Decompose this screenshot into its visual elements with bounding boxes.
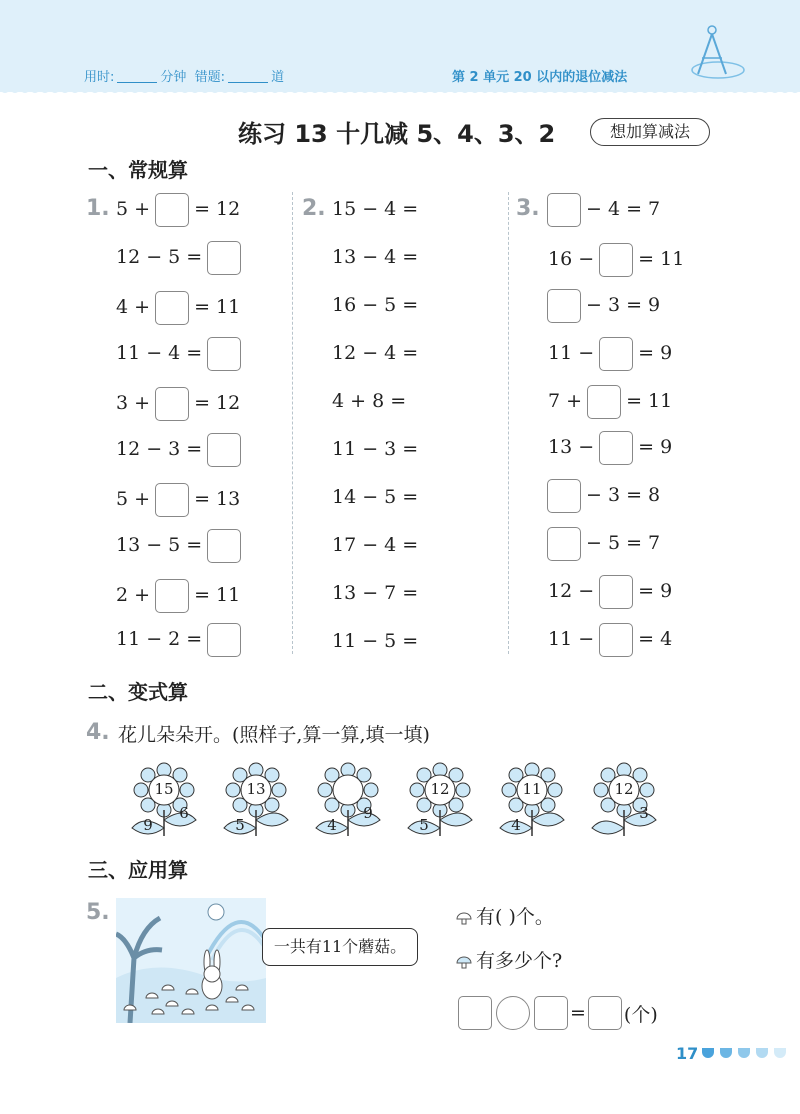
q3-row — [548, 574, 672, 608]
section-3-title: 三、应用算 — [88, 858, 188, 882]
flower-left-number: 4 — [511, 816, 521, 834]
q1-row — [116, 192, 240, 226]
answer-box[interactable] — [599, 337, 633, 371]
q2-row: 13 − 4 = — [332, 246, 419, 268]
q1-right: = 11 — [194, 296, 241, 318]
flower-3[interactable] — [312, 762, 384, 840]
page-number: 17 — [676, 1044, 699, 1063]
unit-label: (个) — [623, 1003, 658, 1026]
minute-label: 分钟 — [160, 70, 187, 85]
q1-row — [116, 290, 240, 324]
q5-line-1 — [456, 902, 554, 929]
section-2-title: 二、变式算 — [88, 680, 188, 704]
q2-row: 11 − 3 = — [332, 438, 419, 460]
answer-box[interactable] — [599, 575, 633, 609]
equals-sign: = — [570, 1002, 586, 1024]
answer-box[interactable] — [599, 243, 633, 277]
answer-box[interactable] — [155, 387, 189, 421]
q1-row — [116, 578, 240, 612]
flower-6[interactable] — [588, 762, 660, 840]
compass-icon — [688, 22, 758, 84]
q5-line-2-text: 有多少个? — [476, 950, 563, 972]
q3-left: 11 − — [548, 342, 595, 364]
mushroom-icon — [456, 911, 472, 925]
q2-row: 16 − 5 = — [332, 294, 419, 316]
q1-left: 5 + — [116, 198, 151, 220]
unit-title: 第 2 单元 20 以内的退位减法 — [452, 70, 628, 85]
q3-row — [548, 430, 672, 464]
q2-row: 14 − 5 = — [332, 486, 419, 508]
flower-right-number: 9 — [363, 804, 373, 822]
column-divider-2 — [508, 192, 509, 654]
q1-row — [116, 622, 246, 656]
q1-left: 3 + — [116, 392, 151, 414]
q2-row: 4 + 8 = — [332, 390, 407, 412]
q1-left: 11 − 4 = — [116, 342, 203, 364]
flower-4[interactable] — [404, 762, 476, 840]
answer-box[interactable] — [207, 241, 241, 275]
flower-top-number: 12 — [614, 780, 634, 798]
q3-left: 16 − — [548, 248, 595, 270]
mushroom-scene-illustration — [116, 898, 266, 1023]
method-tag: 想加算减法 — [590, 118, 710, 146]
q3-right: = 4 — [638, 628, 673, 650]
q3-right: − 4 = 7 — [586, 198, 661, 220]
q1-row — [116, 528, 246, 562]
q1-row — [116, 432, 246, 466]
flower-top-number: 11 — [522, 780, 542, 798]
q2-row: 17 − 4 = — [332, 534, 419, 556]
flower-1[interactable] — [128, 762, 200, 840]
time-label: 用时: — [84, 70, 115, 85]
q2-row: 13 − 7 = — [332, 582, 419, 604]
q3-row — [542, 192, 660, 226]
answer-box[interactable] — [207, 433, 241, 467]
answer-box[interactable] — [588, 996, 622, 1030]
q5-number: 5. — [86, 900, 110, 925]
q3-right: = 11 — [638, 248, 685, 270]
answer-box[interactable] — [155, 193, 189, 227]
flower-top-number: 15 — [154, 780, 174, 798]
q3-number: 3. — [516, 196, 540, 221]
answer-box[interactable] — [599, 623, 633, 657]
answer-box[interactable] — [207, 529, 241, 563]
operator-circle[interactable] — [496, 996, 530, 1030]
mushroom-icon — [456, 955, 472, 969]
q3-row — [542, 288, 660, 322]
errors-label: 错题: — [194, 70, 226, 85]
flower-icon — [588, 762, 660, 840]
q1-left: 12 − 3 = — [116, 438, 203, 460]
q1-right: = 11 — [194, 584, 241, 606]
q3-right: = 11 — [626, 390, 673, 412]
q2-row: 11 − 5 = — [332, 630, 419, 652]
q1-left: 4 + — [116, 296, 151, 318]
q1-number: 1. — [86, 196, 110, 221]
q1-row — [116, 336, 246, 370]
answer-box[interactable] — [547, 193, 581, 227]
flower-top-number: 12 — [430, 780, 450, 798]
q2-row: 12 − 4 = — [332, 342, 419, 364]
flower-right-number: 6 — [179, 804, 189, 822]
q1-left: 5 + — [116, 488, 151, 510]
q1-right: = 12 — [194, 198, 241, 220]
q1-right: = 13 — [194, 488, 241, 510]
question-unit: 道 — [271, 70, 285, 85]
q3-left: 7 + — [548, 390, 583, 412]
q1-left: 2 + — [116, 584, 151, 606]
q3-right: − 3 = 9 — [586, 294, 661, 316]
q3-left: 11 − — [548, 628, 595, 650]
q1-left: 12 − 5 = — [116, 246, 203, 268]
q3-row — [548, 622, 672, 656]
speech-bubble: 一共有11个蘑菇。 — [262, 928, 418, 966]
time-blank[interactable] — [117, 70, 157, 83]
header-wave-edge — [0, 86, 800, 100]
q1-row — [116, 240, 246, 274]
q3-right: = 9 — [638, 342, 673, 364]
q3-row — [542, 526, 660, 560]
answer-box[interactable] — [155, 579, 189, 613]
flower-right-number: 3 — [639, 804, 649, 822]
q1-right: = 12 — [194, 392, 241, 414]
flower-left-number: 4 — [327, 816, 337, 834]
answer-box[interactable] — [547, 479, 581, 513]
q1-row — [116, 386, 240, 420]
q2-row: 15 − 4 = — [332, 198, 419, 220]
column-divider-1 — [292, 192, 293, 654]
q1-left: 11 − 2 = — [116, 628, 203, 650]
flower-left-number: 5 — [235, 816, 245, 834]
q5-answer-row — [458, 996, 660, 1030]
q5-line-1-text: 有( )个。 — [476, 906, 554, 928]
time-and-errors-record — [84, 66, 284, 85]
lesson-title: 练习 13 十几减 5、4、3、2 — [238, 120, 556, 148]
page-decoration-dots — [700, 1046, 790, 1060]
q1-row — [116, 482, 240, 516]
q3-row — [548, 384, 672, 418]
answer-box[interactable] — [599, 431, 633, 465]
flower-left-number: 5 — [419, 816, 429, 834]
flower-left-number: 9 — [143, 816, 153, 834]
answer-box[interactable] — [458, 996, 492, 1030]
q3-right: = 9 — [638, 436, 673, 458]
q3-row — [548, 242, 684, 276]
q5-line-2 — [456, 946, 562, 973]
answer-box[interactable] — [547, 289, 581, 323]
answer-box[interactable] — [534, 996, 568, 1030]
q3-left: 13 − — [548, 436, 595, 458]
flower-top-number: 13 — [246, 780, 266, 798]
q3-row — [548, 336, 672, 370]
q4-instruction: 花儿朵朵开。(照样子,算一算,填一填) — [118, 724, 430, 746]
flower-5[interactable] — [496, 762, 568, 840]
q3-right: − 5 = 7 — [586, 532, 661, 554]
q3-left: 12 − — [548, 580, 595, 602]
errors-blank[interactable] — [228, 70, 268, 83]
flower-2[interactable] — [220, 762, 292, 840]
answer-box[interactable] — [207, 337, 241, 371]
section-1-title: 一、常规算 — [88, 158, 188, 182]
q4-number: 4. — [86, 720, 110, 745]
answer-box[interactable] — [587, 385, 621, 419]
q1-left: 13 − 5 = — [116, 534, 203, 556]
q3-right: − 3 = 8 — [586, 484, 661, 506]
q3-row — [542, 478, 660, 512]
answer-box[interactable] — [547, 527, 581, 561]
q3-right: = 9 — [638, 580, 673, 602]
answer-box[interactable] — [207, 623, 241, 657]
answer-box[interactable] — [155, 483, 189, 517]
answer-box[interactable] — [155, 291, 189, 325]
q2-number: 2. — [302, 196, 326, 221]
